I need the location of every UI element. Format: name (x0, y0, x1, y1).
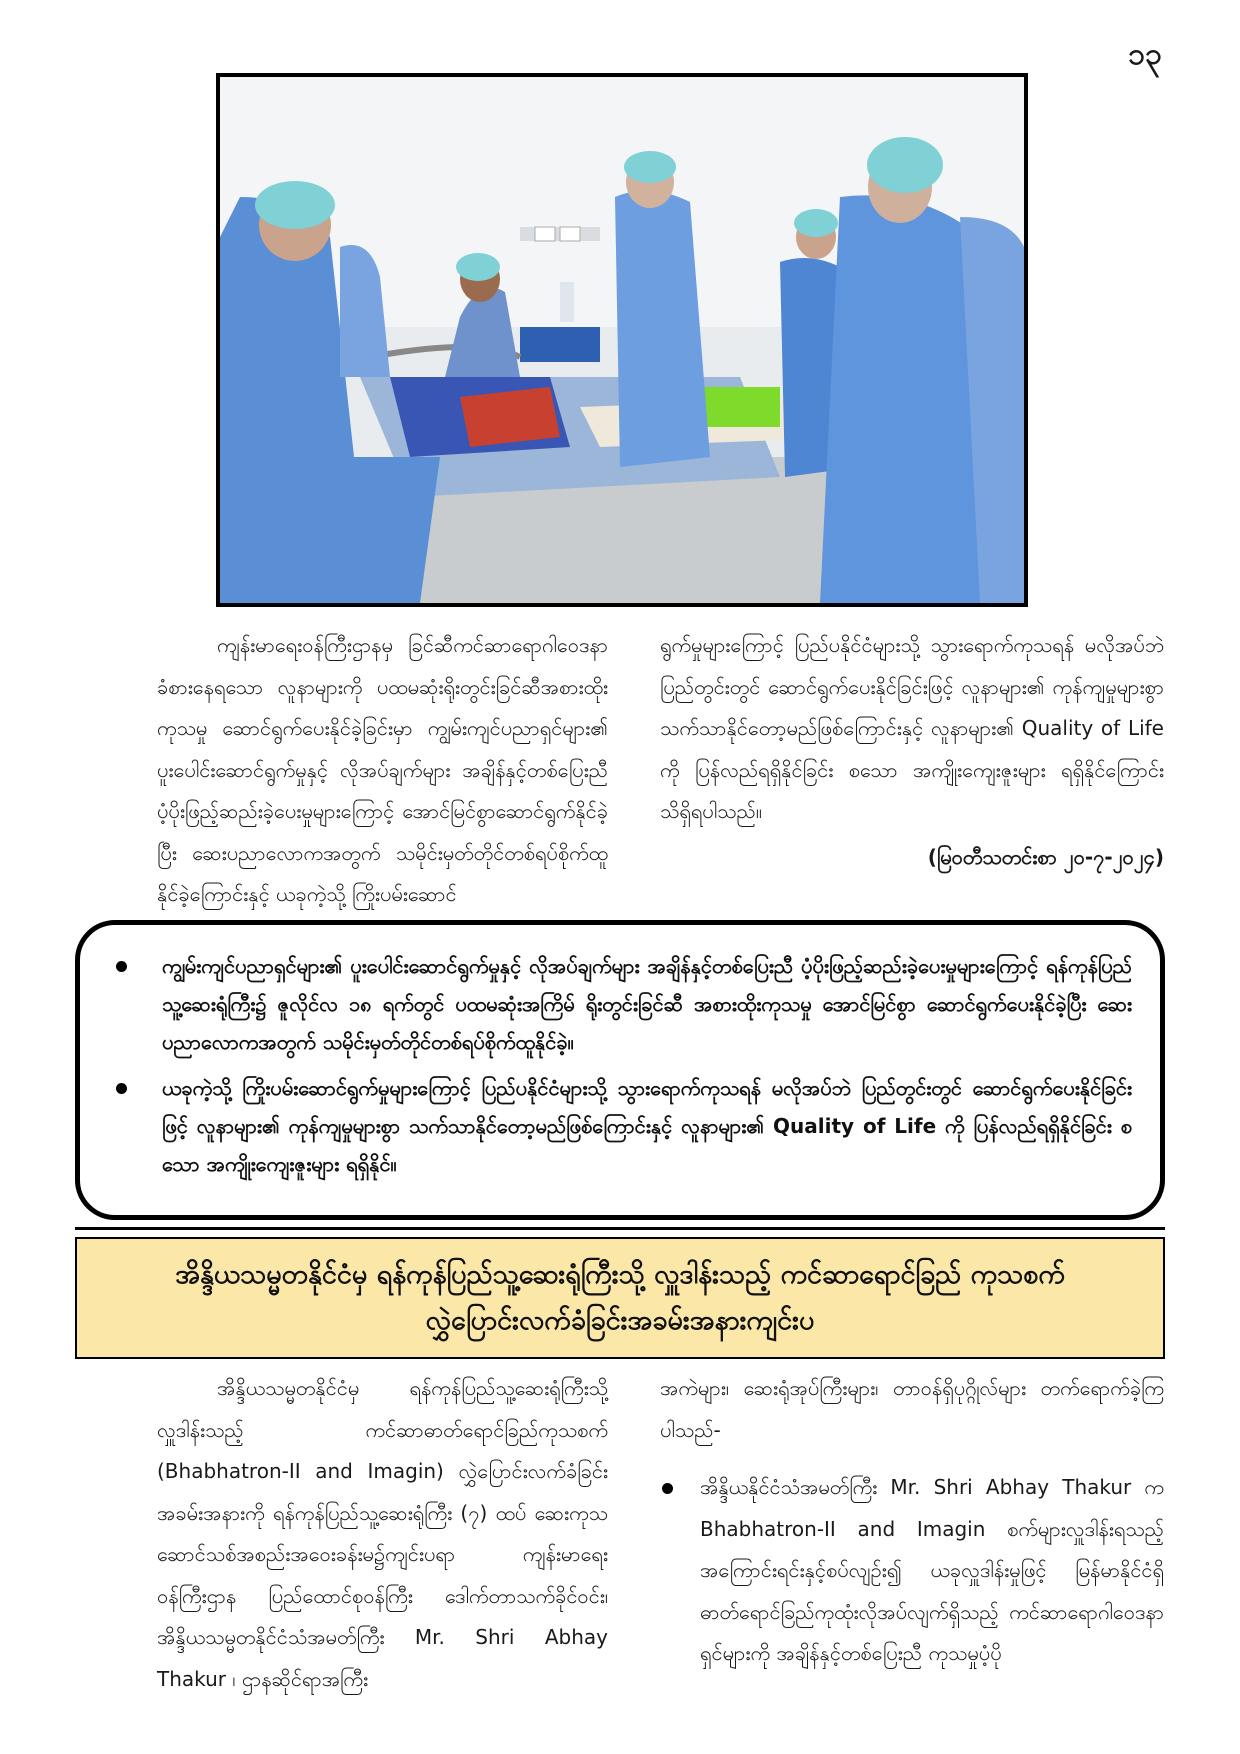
article2-bullet-text: အိန္ဒိယနိုင်ငံသံအမတ်ကြီး Mr. Shri Abhay Thakur က Bhabhatron-II and Imagin စက်များလှူဒါန်းရသည့် အကြောင်းရင်းနှင့်စပ်လျဉ်း၍ ယခုလှူဒါန်းမှုဖြင့် မြန်မာနိုင်ငံရှိ ဓာတ်ရောင်ခြည်ကုထုံးလိုအပ်လျက်ရှိသည့် ကင်ဆာရောဂါဝေဒနာရှင်များကို အချိန်နှင့်တစ်ပြေးညီ ကုသမှုပံ့ပို (700, 1475, 1164, 1665)
article2-headline-box (75, 1237, 1165, 1359)
article1-right-paragraph: ရွက်မှုများကြောင့် ပြည်ပနိုင်ငံများသို့ သွားရောက်ကုသရန် မလိုအပ်ဘဲ ပြည်တွင်းတွင် ဆောင်ရွက်ပေးနိုင်ခြင်းဖြင့် လူနာများ၏ ကုန်ကျမှုများစွာ သက်သာနိုင်တော့မည်ဖြစ်ကြောင်းနှင့် လူနာများ၏ Quality of Life ကို ပြန်လည်ရရှိနိုင်ခြင်း စသော အကျိုးကျေးဇူးများ ရရှိနိုင်ကြောင်း သိရှိရပါသည်။ (660, 633, 1164, 823)
summary-list (108, 947, 1132, 1183)
article2-left-paragraph: အိန္ဒိယသမ္မတနိုင်ငံမှ ရန်ကုန်ပြည်သူ့ဆေးရုံကြီးသို့ လှူဒါန်းသည့် ကင်ဆာဓာတ်ရောင်ခြည်ကုသစက် (Bhabhatron-II and Imagin) လွှဲပြောင်းလက်ခံခြင်းအခမ်းအနားကို ရန်ကုန်ပြည်သူ့ဆေးရုံကြီး (၇) ထပ် ဆေးကုသဆောင်သစ်အစည်းအဝေးခန်းမ၌ကျင်းပရာ ကျန်းမာရေးဝန်ကြီးဌာန ပြည်ထောင်စုဝန်ကြီး ဒေါက်တာသက်ခိုင်ဝင်း၊ အိန္ဒိယသမ္မတနိုင်ငံသံအမတ်ကြီး Mr. Shri Abhay Thakur ၊ ဌာနဆိုင်ရာအကြီး (157, 1376, 608, 1691)
summary-bullet-text: ကျွမ်းကျင်ပညာရှင်များ၏ ပူးပေါင်းဆောင်ရွက်မှုနှင့် လိုအပ်ချက်များ အချိန်နှင့်တစ်ပြေးညီ ပံ့ပိုးဖြည့်ဆည်းခဲ့ပေးမှုများကြောင့် ရန်ကုန်ပြည်သူ့ဆေးရုံကြီး၌ ဇူလိုင်လ ၁၈ ရက်တွင် ပထမဆုံးအကြိမ် ရိုးတွင်းခြင်ဆီ အစားထိုးကုသမှု အောင်မြင်စွာ ဆောင်ရွက်ပေးနိုင်ခဲ့ပြီး ဆေးပညာလောကအတွက် သမိုင်းမှတ်တိုင်တစ်ရပ်စိုက်ထူနိုင်ခဲ့။ (162, 954, 1132, 1054)
article2-right-intro: အကဲများ၊ ဆေးရုံအုပ်ကြီးများ၊ တာဝန်ရှိပုဂ္ဂိုလ်များ တက်ရောက်ခဲ့ကြပါသည်- (660, 1376, 1164, 1442)
article2-headline: အိန္ဒိယသမ္မတနိုင်ငံမှ ရန်ကုန်ပြည်သူ့ဆေးရုံကြီးသို့ လှူဒါန်းသည့် ကင်ဆာရောင်ခြည် ကုသစက်လွှဲပြောင်းလက်ခံခြင်းအခမ်းအနားကျင်းပ (175, 1259, 1065, 1336)
article2-bullet-item (660, 1467, 1164, 1675)
bullet-icon (116, 1083, 127, 1094)
article1-left-column (157, 625, 608, 916)
summary-bullet-item (108, 947, 1132, 1061)
summary-bullet-text: ယခုကဲ့သို့ ကြိုးပမ်းဆောင်ရွက်မှုများကြောင့် ပြည်ပနိုင်ငံများသို့ သွားရောက်ကုသရန် မလိုအပ်ဘဲ ပြည်တွင်းတွင် ဆောင်ရွက်ပေးနိုင်ခြင်းဖြင့် လူနာများ၏ ကုန်ကျမှုများစွာ သက်သာနိုင်တော့မည်ဖြစ်ကြောင်းနှင့် လူနာများ၏ Quality of Life ကို ပြန်လည်ရရှိနိုင်ခြင်း စသော အကျိုးကျေးဇူးများ ရရှိနိုင်။ (162, 1076, 1132, 1176)
article2-right-column (660, 1368, 1164, 1675)
article1-source: (မြဝတီသတင်းစာ ၂၀-၇-၂၀၂၄) (927, 844, 1164, 869)
summary-box (75, 920, 1165, 1220)
article2-left-column (157, 1368, 608, 1700)
bullet-icon (116, 961, 127, 972)
bullet-icon (662, 1483, 673, 1494)
summary-bullet-item (108, 1069, 1132, 1183)
hospital-ward-photo (216, 73, 1028, 607)
article1-right-column (660, 625, 1164, 878)
page-number: ၁၃ (1128, 37, 1162, 72)
article1-left-paragraph: ကျန်းမာရေးဝန်ကြီးဌာနမှ ခြင်ဆီကင်ဆာရောဂါဝေဒနာခံစားနေရသော လူနာများကို ပထမဆုံးရိုးတွင်းခြင်ဆီအစားထိုးကုသမှု ဆောင်ရွက်ပေးနိုင်ခဲ့ခြင်းမှာ ကျွမ်းကျင်ပညာရှင်များ၏ ပူးပေါင်းဆောင်ရွက်မှုနှင့် လိုအပ်ချက်များ အချိန်နှင့်တစ်ပြေးညီ ပံ့ပိုးဖြည့်ဆည်းခဲ့ပေးမှုများကြောင့် အောင်မြင်စွာဆောင်ရွက်နိုင်ခဲ့ပြီး ဆေးပညာလောကအတွက် သမိုင်းမှတ်တိုင်တစ်ရပ်စိုက်ထူနိုင်ခဲ့ကြောင်းနှင့် ယခုကဲ့သို့ ကြိုးပမ်းဆောင် (157, 633, 608, 906)
section-divider (75, 1227, 1165, 1230)
